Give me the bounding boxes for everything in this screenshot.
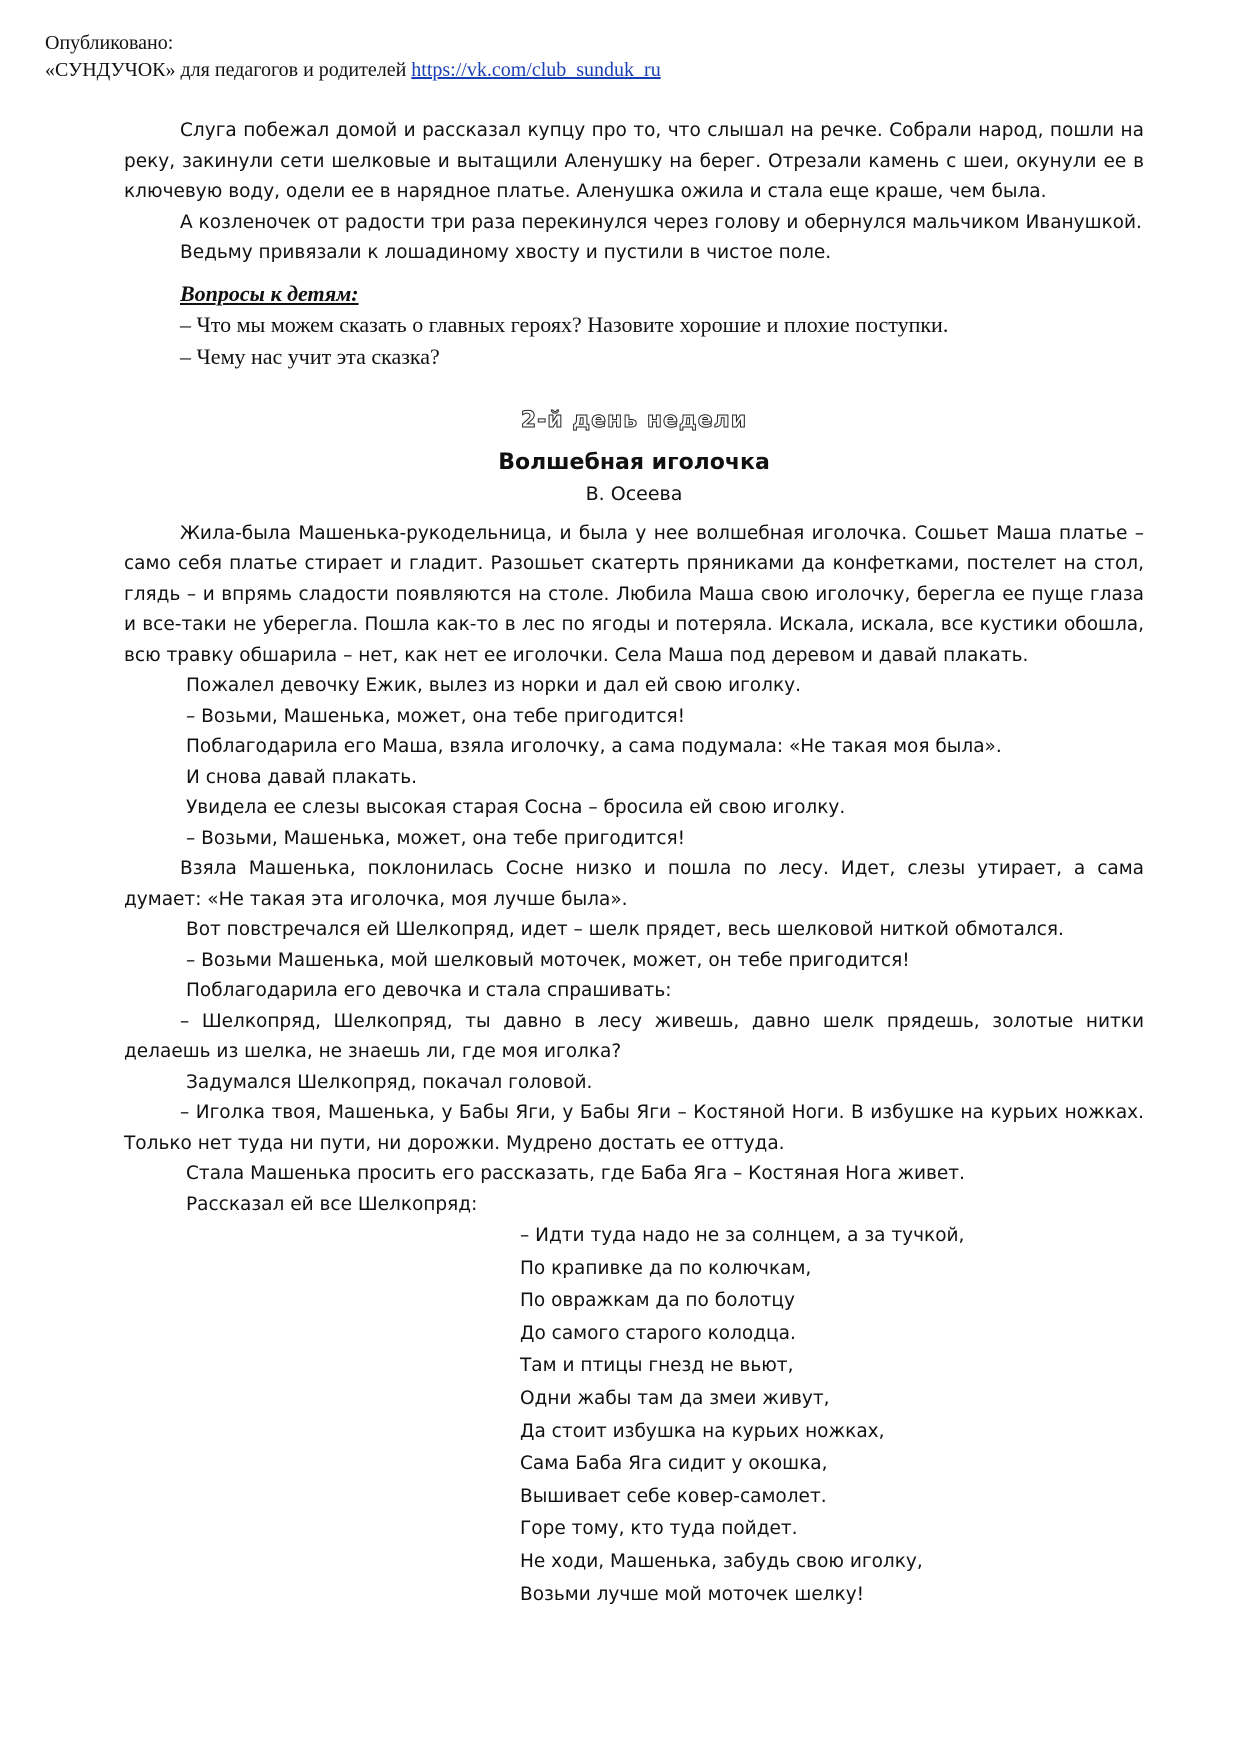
story-paragraph: Вот повстречался ей Шелкопряд, идет – шелк прядет, весь шелковой ниткой обмотался.: [186, 919, 1064, 940]
intro-paragraph: Ведьму привязали к лошадиному хвосту и пустили в чистое поле.: [180, 242, 832, 263]
verse-line: Сама Баба Яга сидит у окошка,: [520, 1453, 828, 1475]
story-paragraph: – Возьми Машенька, мой шелковый моточек, может, он тебе пригодится!: [186, 949, 910, 971]
story-paragraph: Взяла Машенька, поклонилась Сосне низко и пошла по лесу. Идет, слезы утирает, а сама думает: «Не такая эта иголочка, моя лучше была».: [124, 858, 1144, 910]
story-paragraph: Поблагодарила его Маша, взяла иголочку, а сама подумала: «Не такая моя была».: [186, 736, 1002, 757]
story-paragraph: – Шелкопряд, Шелкопряд, ты давно в лесу живешь, давно шелк прядешь, золотые нитки делаешь из шелка, не знаешь ли, где моя иголка?: [124, 1010, 1144, 1062]
story-title: Волшебная иголочка: [498, 449, 770, 475]
story-paragraph: Рассказал ей все Шелкопряд:: [186, 1193, 478, 1215]
intro-paragraph: А козленочек от радости три раза перекинулся через голову и обернулся мальчиком Иванушкой.: [180, 211, 1142, 233]
source-link[interactable]: https://vk.com/club_sunduk_ru: [411, 59, 661, 81]
story-author: В. Осеева: [585, 482, 683, 505]
verse-block: [124, 1220, 1144, 1611]
verse-line: Возьми лучше мой моточек шелку!: [520, 1583, 865, 1605]
story-paragraph: Поблагодарила его девочка и стала спрашивать:: [186, 980, 672, 1001]
story-paragraph: – Возьми, Машенька, может, она тебе пригодится!: [186, 827, 686, 849]
questions-title: Вопросы к детям:: [180, 280, 359, 306]
story-paragraph: – Иголка твоя, Машенька, у Бабы Яги, у Бабы Яги – Костяной Ноги. В избушке на курьих ножках. Только нет туда ни пути, ни дорожки. Мудрено достать ее оттуда.: [124, 1102, 1144, 1154]
verse-line: Не ходи, Машенька, забудь свою иголку,: [520, 1550, 923, 1572]
story-paragraph: Стала Машенька просить его рассказать, где Баба Яга – Костяная Нога живет.: [186, 1163, 965, 1184]
question-item: – Что мы можем сказать о главных героях? Назовите хорошие и плохие поступки.: [180, 311, 949, 337]
verse-line: Горе тому, кто туда пойдет.: [520, 1518, 798, 1540]
story-paragraph: Увидела ее слезы высокая старая Сосна – бросила ей свою иголку.: [186, 797, 846, 818]
document-body: [124, 116, 1144, 1611]
verse-line: Там и птицы гнезд не вьют,: [520, 1355, 794, 1377]
story-paragraph: Задумался Шелкопряд, покачал головой.: [186, 1071, 593, 1093]
verse-line: По крапивке да по колючкам,: [520, 1257, 812, 1279]
story-paragraph: Жила-была Машенька-рукодельница, и была у нее волшебная иголочка. Сошьет Маша платье – само себя платье стирает и гладит. Разошьет скатерть пряниками да конфетками, постелет на стол, глядь – и впрямь сладости появляются на столе. Любила Маша свою иголочку, берегла ее пуще глаза и все-таки не уберегла. Пошла как-то в лес по ягоды и потеряла. Искала, искала, все кустики обошла, всю травку обшарила – нет, как нет ее иголочки. Села Маша под деревом и давай плакать.: [124, 522, 1144, 666]
source-line: [45, 57, 661, 84]
published-label: Опубликовано:: [45, 32, 174, 54]
publication-header: [45, 30, 661, 84]
question-item: – Чему нас учит эта сказка?: [180, 343, 440, 369]
story-paragraph: Пожалел девочку Ежик, вылез из норки и дал ей свою иголку.: [186, 675, 801, 696]
verse-line: До самого старого колодца.: [520, 1322, 796, 1344]
intro-paragraph: Слуга побежал домой и рассказал купцу про то, что слышал на речке. Собрали народ, пошли на реку, закинули сети шелковые и вытащили Аленушку на берег. Отрезали камень с шеи, окунули ее в ключевую воду, одели ее в нарядное платье. Аленушка ожила и стала еще краше, чем была.: [124, 120, 1144, 202]
verse-line: Да стоит избушка на курьих ножках,: [520, 1420, 885, 1442]
verse-line: Одни жабы там да змеи живут,: [520, 1387, 830, 1409]
verse-line: – Идти туда надо не за солнцем, а за тучкой,: [520, 1225, 965, 1246]
day-heading: 2-й день недели: [520, 407, 748, 433]
story-paragraph: И снова давай плакать.: [186, 766, 418, 788]
verse-line: Вышивает себе ковер-самолет.: [520, 1485, 827, 1507]
story-paragraph: – Возьми, Машенька, может, она тебе пригодится!: [186, 705, 686, 727]
source-text: «СУНДУЧОК» для педагогов и родителей: [45, 59, 407, 81]
verse-line: По овражкам да по болотцу: [520, 1290, 795, 1312]
